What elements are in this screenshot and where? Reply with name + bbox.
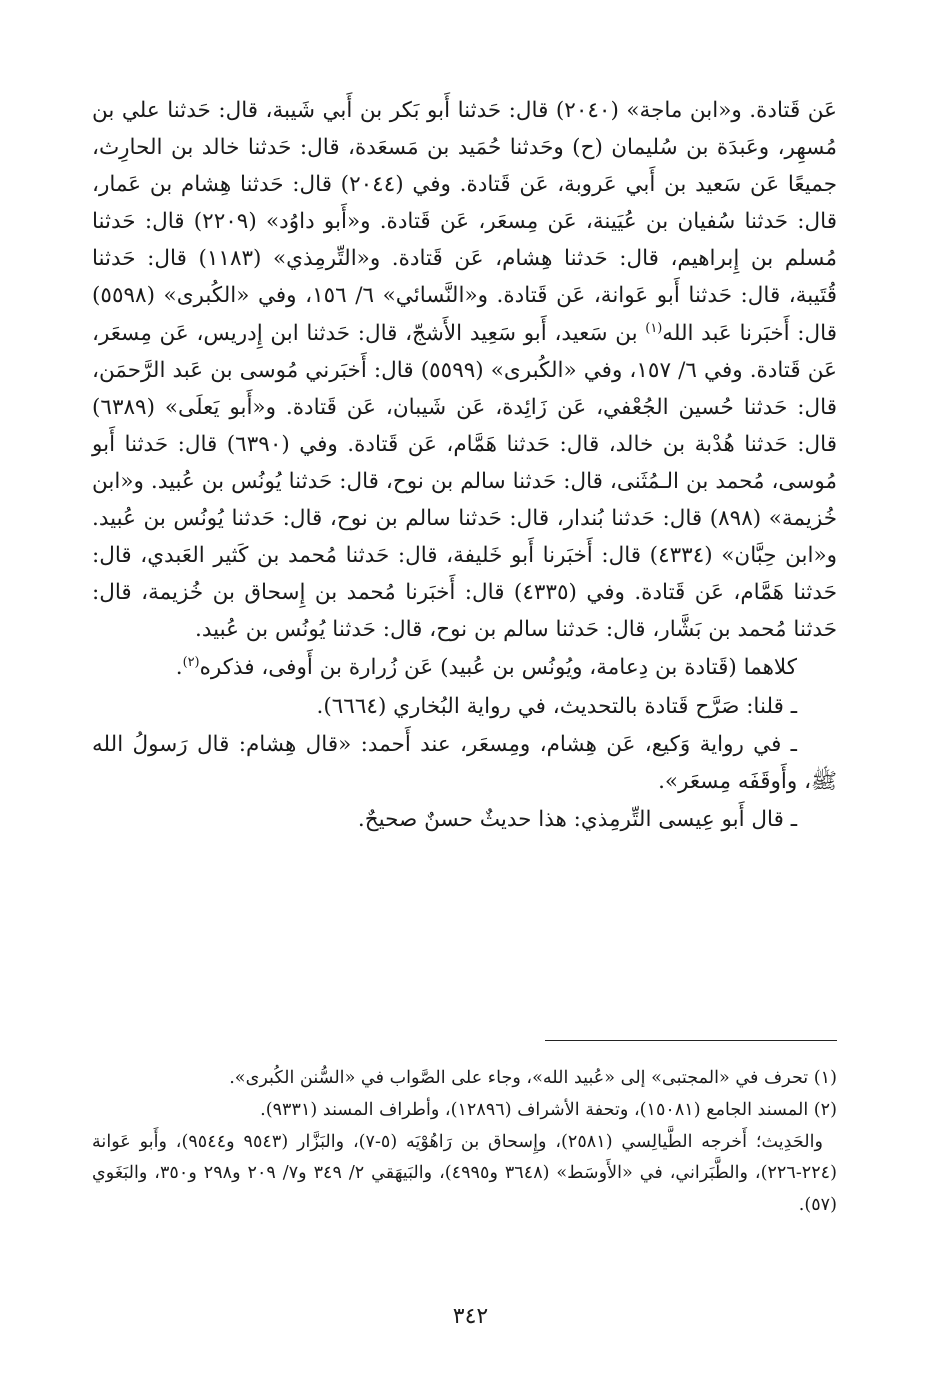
- footnote-2: (٢) المسند الجامع (١٥٠٨١)، وتحفة الأشراف (١٢٨٩٦)، وأطراف المسند (٩٣٣١).: [260, 1099, 837, 1120]
- paragraph-note-waki: ـ في رواية وَكيع، عَن هِشام، ومِسعَر، عند أَحمد: «قال هِشام: قال رَسولُ الله ﷺ، وأَوقَفَه مِسعَر».: [92, 731, 837, 794]
- paragraph-both-text: كلاهما (قَتادة بن دِعامة، ويُونُس بن عُبيد) عَن زُرارة بن أَوفى، فذكره: [199, 655, 797, 681]
- footnote-2-continuation: والحَدِيث؛ أَخرجه الطَّيالِسي (٢٥٨١)، وإِسحاق بن رَاهُوْيَه (٥-٧)، والبَزَّار (٩٥٤٣ و٩٥٤٤)، وأَبو عَوانة (٢٢٤-٢٢٦)، والطَّبَراني، في «الأَوسَط» (٣٦٤٨ و٤٩٩٥)، والبَيهَقي ٢/ ٣٤٩ و٧/ ٢٠٩ و٢٩٨ و٣٥٠، والبَغَوي (٥٧).: [92, 1131, 838, 1216]
- paragraph-tirmidhi-grade: ـ قال أَبو عِيسى التِّرمِذي: هذا حديثٌ حسنٌ صحيحٌ.: [357, 806, 797, 832]
- page-number: ٣٤٢: [452, 1304, 489, 1329]
- footnote-ref-2: (٢): [182, 655, 200, 671]
- paragraph-note-tahdith: ـ قلنا: صَرَّح قَتادة بالتحديث، في رواية البُخاري (٦٦٦٤).: [316, 693, 797, 719]
- paragraph-main-continuation: بن سَعيد، أَبو سَعِيد الأَشجّ، قال: حَدثنا ابن إِدريس، عَن مِسعَر، عَن قَتادة. وفي ٦/ ١٥٧، وفي «الكُبرى» (٥٥٩٩) قال: أَخبَرني مُوسى بن عَبد الرَّحمَن، قال: حَدثنا حُسين الجُعْفي، عَن زَائِدة، عَن شَيبان، عَن قَتادة. و«أَبو يَعلَى» (٦٣٨٩) قال: حَدثنا هُدْبة بن خالد، قال: حَدثنا هَمَّام، عَن قَتادة. وفي (٦٣٩٠) قال: حَدثنا أَبو مُوسى، مُحمد بن الـمُثَنى، قال: حَدثنا سالم بن نوح، قال: حَدثنا يُونُس بن عُبيد. و«ابن خُزيمة» (٨٩٨) قال: حَدثنا بُندار، قال: حَدثنا سالم بن نوح، قال: حَدثنا يُونُس بن عُبيد. و«ابن حِبَّان» (٤٣٣٤) قال: أَخبَرنا أَبو خَليفة، قال: حَدثنا مُحمد بن كَثير العَبدي، قال: حَدثنا هَمَّام، عَن قَتادة. وفي (٤٣٣٥) قال: أَخبَرنا مُحمد بن إِسحاق بن خُزيمة، قال: حَدثنا مُحمد بن بَشَّار، قال: حَدثنا سالم بن نوح، قال: حَدثنا يُونُس بن عُبيد.: [92, 320, 837, 643]
- paragraph-both: [92, 649, 837, 686]
- footnote-1: (١) تحرف في «المجتبى» إلى «عُبيد الله»، وجاء على الصَّواب في «السُّنن الكُبرى».: [229, 1068, 837, 1088]
- paragraph-both-end: .: [175, 655, 183, 681]
- footnotes: [92, 1063, 837, 1222]
- main-text: [92, 92, 837, 838]
- paragraph-main-text: عَن قَتادة. و«ابن ماجة» (٢٠٤٠) قال: حَدثنا أَبو بَكر بن أَبي شَيبة، قال: حَدثنا علي بن مُسهِر، وعَبدَة بن سُليمان (ح) وحَدثنا حُمَيد بن مَسعَدة، قال: حَدثنا خالد بن الحارِث، جميعًا عَن سَعيد بن أَبي عَروبة، عَن قَتادة. وفي (٢٠٤٤) قال: حَدثنا هِشام بن عَمار، قال: حَدثنا سُفيان بن عُيَينة، عَن مِسعَر، عَن قَتادة. و«أَبو داوُد» (٢٢٠٩) قال: حَدثنا مُسلم بن إِبراهيم، قال: حَدثنا هِشام، عَن قَتادة. و«التِّرمِذي» (١١٨٣) قال: حَدثنا قُتَيبة، قال: حَدثنا أَبو عَوانة، عَن قَتادة. و«النَّسائي» ٦/ ١٥٦، وفي «الكُبرى» (٥٥٩٨) قال: أَخبَرنا عَبد الله: [92, 98, 838, 346]
- footnote-separator: [545, 1040, 837, 1041]
- paragraph-main: [92, 92, 837, 648]
- footnote-ref-1: (١): [645, 320, 663, 336]
